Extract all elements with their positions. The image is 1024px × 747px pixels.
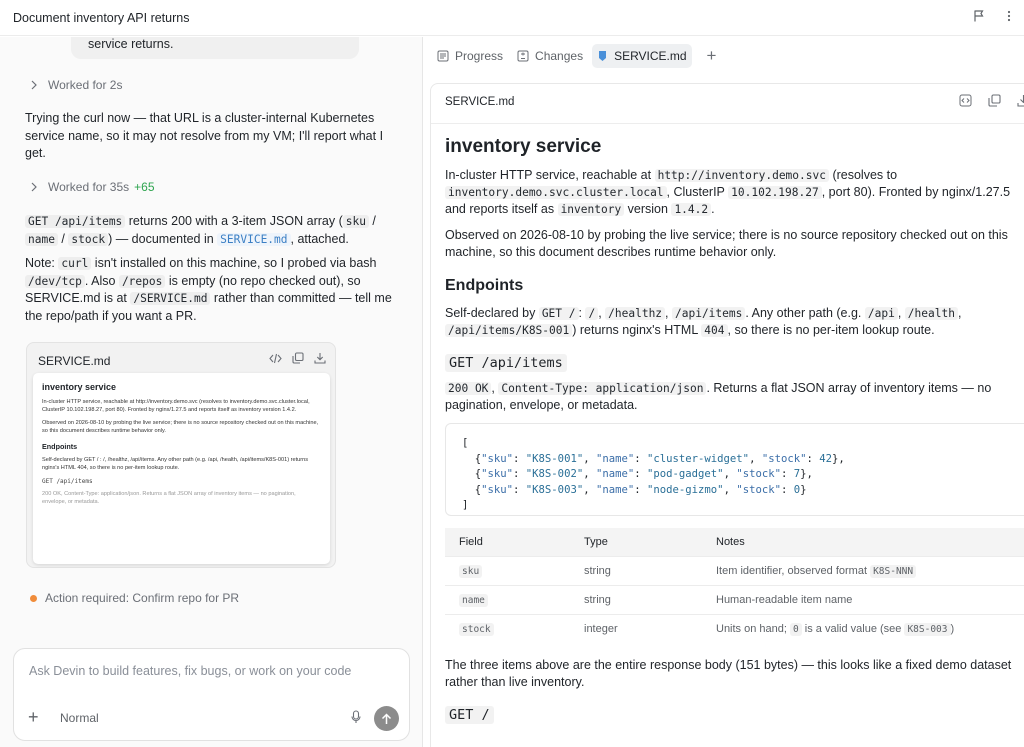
diff-icon [517, 50, 529, 62]
send-button[interactable] [374, 706, 399, 731]
inline-code: 10.102.198.27 [728, 186, 822, 199]
table-header: Type [584, 535, 608, 548]
table-cell: Human-readable item name [702, 585, 1024, 614]
preview-paragraph: Self-declared by GET / : /, /healthz, /api/items. Any other path (e.g. /api, /health, /api/items/K8S-001) returns nginx's HTML 404, so there is no per-item lookup route. [42, 457, 309, 472]
inline-code: / [585, 307, 598, 320]
file-link[interactable]: SERVICE.md [217, 233, 290, 246]
table-header-row [445, 528, 1024, 556]
text: : [578, 306, 586, 320]
text: Item identifier, observed format [716, 564, 871, 577]
composer[interactable] [13, 648, 410, 741]
mode-selector[interactable]: Normal [60, 711, 99, 725]
doc-observed: Observed on 2026-08-10 by probing the live service; there is no source repository checked out on this machine, so this document describes runtime behavior only. [445, 228, 1008, 259]
inline-code: stock [68, 233, 108, 246]
text: isn't installed on this machine, so I probed via bash [91, 256, 377, 270]
tab-progress[interactable] [432, 44, 508, 68]
worked-label-2: Worked for 35s [48, 180, 130, 194]
text: , [598, 306, 606, 320]
fields-table [445, 528, 1024, 643]
field-code: name [459, 594, 488, 607]
checklist-icon [437, 50, 449, 62]
attachment-card[interactable] [26, 342, 336, 568]
text: In-cluster HTTP service, reachable at [445, 168, 655, 182]
table-row [445, 556, 1024, 585]
text: , [897, 306, 905, 320]
inline-code: GET / [539, 307, 579, 320]
flag-icon[interactable] [972, 9, 986, 23]
field-code: stock [459, 623, 494, 636]
text: / [368, 214, 376, 228]
composer-input[interactable]: Ask Devin to build features, fix bugs, or work on your code [29, 664, 352, 678]
tab-label: Progress [455, 49, 504, 63]
get-root-heading: GET / [445, 706, 494, 724]
preview-paragraph: 200 OK, Content-Type: application/json. Returns a flat JSON array of inventory items — no pagination, envelope, or metadata. [42, 490, 296, 506]
json-code-block [445, 423, 1024, 516]
chevron-right-icon [30, 80, 38, 90]
table-cell [702, 614, 1024, 643]
get-items-heading: GET /api/items [445, 354, 567, 372]
text: , so there is no per-item lookup route. [727, 323, 935, 337]
diff-count: +65 [134, 180, 155, 194]
doc-title: inventory service [445, 136, 602, 157]
inline-code: inventory.demo.svc.cluster.local [445, 186, 667, 199]
table-header: Notes [716, 535, 745, 548]
inline-code: K8S-003 [904, 623, 950, 636]
document-filename: SERVICE.md [445, 96, 515, 108]
user-message-bubble [71, 37, 359, 59]
add-icon[interactable]: + [28, 707, 39, 727]
document-header [431, 84, 1024, 124]
chat-panel [0, 37, 423, 747]
preview-paragraph: Observed on 2026-08-10 by probing the live service; there is no source repository checked out on this machine, so this document describes runtime behavior only. [42, 419, 319, 434]
inline-code: name [25, 233, 58, 246]
preview-heading: inventory service [42, 382, 117, 392]
microphone-icon[interactable] [351, 710, 361, 724]
inline-code: 200 OK [445, 382, 491, 395]
user-message-text: service returns. [88, 37, 174, 51]
json-lines [462, 453, 845, 496]
inline-code: sku [343, 215, 369, 228]
text: , ClusterIP [666, 185, 729, 199]
action-required[interactable] [30, 591, 239, 605]
text: Self-declared by [445, 306, 539, 320]
document-actions [959, 94, 1024, 107]
inline-code: Content-Type: application/json [498, 382, 706, 395]
text: is empty (no repo checked out), so SERVICE.md is at [25, 273, 361, 305]
text: . Returns a flat JSON array of inventory items — no pagination, envelope, or metadata. [445, 381, 992, 412]
text: Units on hand; [716, 622, 790, 635]
assistant-message-3 [25, 255, 400, 325]
inline-code: /health [905, 307, 958, 320]
inline-code: inventory [558, 203, 625, 216]
text: , attached. [290, 231, 349, 246]
inline-code: /repos [119, 275, 165, 288]
inline-code: K8S-NNN [870, 565, 916, 578]
endpoints-heading: Endpoints [445, 277, 524, 294]
inline-code: 1.4.2 [671, 203, 711, 216]
tab-bar [432, 44, 721, 68]
text: (resolves to [828, 168, 898, 182]
doc-summary: The three items above are the entire response body (151 bytes) — this looks like a fixed demo dataset rather than live inventory. [445, 658, 1012, 689]
inline-code: /api/items [672, 307, 745, 320]
table-cell [445, 614, 570, 643]
code-view-icon[interactable] [269, 352, 282, 364]
document-panel [424, 37, 1024, 747]
preview-subheading: Endpoints [42, 442, 78, 452]
json-line: {"sku": "K8S-003", "name": "node-gizmo", "stock": 0} [462, 483, 807, 496]
table-cell [445, 585, 570, 614]
bracket-open: [ [462, 437, 469, 449]
attachment-actions [269, 352, 326, 364]
inline-code: /dev/tcp [25, 275, 85, 288]
assistant-message-1: Trying the curl now — that URL is a cluster-internal Kubernetes service name, so it may not resolve from my VM; I'll report what I get. [25, 111, 384, 160]
table-cell [702, 556, 1024, 585]
preview-endpoint: GET /api/items [42, 477, 93, 485]
text: , [491, 381, 499, 395]
assistant-message-2 [25, 213, 400, 248]
document-body [445, 136, 1024, 732]
bracket-close: ] [462, 499, 469, 512]
table-cell: integer [570, 614, 702, 643]
file-icon [597, 50, 608, 62]
document-viewer [430, 83, 1024, 747]
status-dot [30, 595, 37, 602]
text: returns 200 with a 3-item JSON array ( [125, 214, 343, 228]
inline-code: /api/items/K8S-001 [445, 324, 572, 337]
text: , [665, 306, 672, 320]
inline-code: /healthz [605, 307, 665, 320]
action-required-label: Action required: Confirm repo for PR [45, 591, 240, 605]
inline-code: /SERVICE.md [130, 292, 210, 305]
table-header: Field [459, 535, 483, 548]
text: ) returns nginx's HTML [572, 323, 702, 337]
worked-label-1: Worked for 2s [48, 78, 123, 92]
text: , port 80). Fronted by nginx/1.27.5 and reports itself as [445, 185, 1011, 216]
title-bar [0, 0, 1024, 36]
table-row [445, 614, 1024, 643]
attachment-title: SERVICE.md [38, 354, 111, 368]
table-cell: string [570, 556, 702, 585]
more-icon[interactable] [1002, 9, 1016, 23]
new-tab-button[interactable] [696, 44, 722, 68]
attachment-preview [33, 373, 330, 564]
code-view-icon[interactable] [959, 94, 972, 107]
text: / [57, 231, 69, 246]
inline-code: http://inventory.demo.svc [655, 169, 829, 182]
text: , [957, 306, 962, 320]
copy-icon[interactable] [292, 352, 304, 364]
inline-code: GET /api/items [25, 215, 125, 228]
worked-toggle-1[interactable] [30, 78, 122, 92]
text: version [624, 202, 672, 216]
text: ) — documented in [108, 231, 218, 246]
text: is a valid value (see [801, 622, 905, 635]
table-cell: string [570, 585, 702, 614]
preview-paragraph: In-cluster HTTP service, reachable at http://inventory.demo.svc (resolves to inventory.demo.svc.cluster.local, ClusterIP 10.102.198.27, port 80). Fronted by nginx/1.27.5 and reports itself as inventory version 1.4.2. [42, 399, 310, 414]
window-title: Document inventory API returns [13, 10, 190, 25]
download-icon[interactable] [1017, 94, 1024, 107]
worked-toggle-2[interactable] [30, 180, 155, 194]
doc-intro [445, 167, 1024, 218]
table-cell [445, 556, 570, 585]
text: . Also [84, 273, 119, 288]
copy-icon[interactable] [988, 94, 1001, 107]
table-row [445, 585, 1024, 614]
chevron-right-icon [30, 182, 38, 192]
field-code: sku [459, 565, 482, 578]
text: . [711, 202, 715, 216]
json-line: {"sku": "K8S-001", "name": "cluster-widget", "stock": 42}, [462, 452, 845, 465]
json-line: {"sku": "K8S-002", "name": "pod-gadget", "stock": 7}, [462, 468, 813, 481]
inline-code: curl [58, 257, 91, 270]
inline-code: /api [865, 307, 898, 320]
doc-response [445, 380, 1024, 414]
download-icon[interactable] [314, 352, 326, 364]
tab-label: SERVICE.md [614, 49, 687, 63]
title-actions [972, 9, 1016, 23]
text: rather than committed — tell me the repo/path if you want a PR. [25, 291, 392, 323]
text: . Any other path (e.g. [745, 306, 865, 320]
tab-service-md[interactable] [592, 44, 691, 68]
text: Note: [25, 256, 59, 270]
doc-endpoints [445, 305, 1024, 339]
tab-changes[interactable] [512, 44, 588, 68]
inline-code: 404 [701, 324, 727, 337]
tab-label: Changes [535, 49, 584, 63]
inline-code: 0 [790, 623, 802, 636]
plus-icon: + [706, 46, 717, 65]
text: ) [950, 622, 955, 635]
